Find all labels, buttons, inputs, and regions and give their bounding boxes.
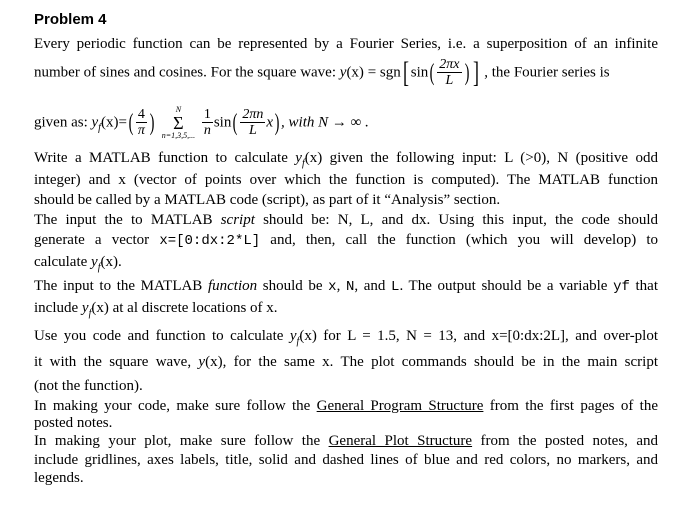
script-line-2: generate a vector x=[0:dx:2*L] and, then, call the function (which you will develop) to [34,232,659,249]
script-line-1: The input the to MATLAB script should be: N, L, and dx. Using this input, the code should [34,212,659,228]
function-line-2: include $y_f(x)$ at al discrete locations of x. [34,300,278,319]
intro-line-1: Every periodic function can be represented by a Fourier Series, i.e. a superposition of an infinite [34,36,658,52]
intro-line-2: number of sines and cosines. For the square wave: y(x) = sgn[ sin( $\frac{2\pi x}{L}$ ) ] , the Fourier series is [34,56,610,89]
code-structure-line-2: posted notes. [34,415,113,431]
yf-expression: $y_f(x)$ [289,328,317,347]
problem-title: Problem 4 [34,11,107,28]
general-program-structure-link[interactable]: General Program Structure [316,398,484,414]
yf-expression: $y_f(x)$ [91,254,118,273]
task-line-1: Write a MATLAB function to calculate $y_f(x)$ given the following input: L (>0), N (positive odd [34,150,658,169]
usage-line-3: (not the function). [34,378,143,394]
task-line-2: integer) and x (vector of points over which the function is computed). The MATLAB function [34,172,658,188]
square-wave-formula: y(x) = sgn[ sin( $\frac{2\pi x}{L}$ ) ] [339,56,479,89]
plot-structure-line-2: include gridlines, axes labels, title, solid and dashed lines of blue and red colors, no markers, and [34,452,658,468]
y-expression: y(x) [198,354,223,370]
code-structure-line-1: In making your code, make sure follow the General Program Structure from the first pages of the [34,398,658,414]
intro-line-3: given as: $y_f(x)=$( $\frac{4}{\pi}$ ) N Σ n=1,3,5,... $\frac{1}{n}$ sin( $\frac{2\pi n}{L}$ x) , with N → ∞ . [34,105,369,140]
plot-structure-line-3: legends. [34,470,84,486]
x-vector-code: x=[0:dx:2*L] [159,233,261,249]
usage-line-2: it with the square wave, y(x), for the same x. The plot commands should be in the main script [34,354,659,370]
yf-expression: $y_f(x)$ [81,300,109,319]
task-line-3: should be called by a MATLAB code (script), as part of it “Analysis” section. [34,192,501,208]
usage-line-1: Use you code and function to calculate $y_f(x)$ for L = 1.5, N = 13, and x=[0:dx:2L], and over-plot [34,328,659,347]
fourier-series-formula: $y_f(x)=$( $\frac{4}{\pi}$ ) N Σ n=1,3,5,... $\frac{1}{n}$ sin( $\frac{2\pi n}{L}$ x) [91,105,280,140]
function-line-1: The input to the MATLAB function should be x, N, and L. The output should be a variable yf that [34,278,659,295]
script-line-3: calculate $y_f(x)$. [34,254,122,273]
general-plot-structure-link[interactable]: General Plot Structure [328,433,473,449]
yf-expression: $y_f(x)$ [295,150,323,169]
plot-structure-line-1: In making your plot, make sure follow the General Plot Structure from the posted notes, and [34,433,659,449]
